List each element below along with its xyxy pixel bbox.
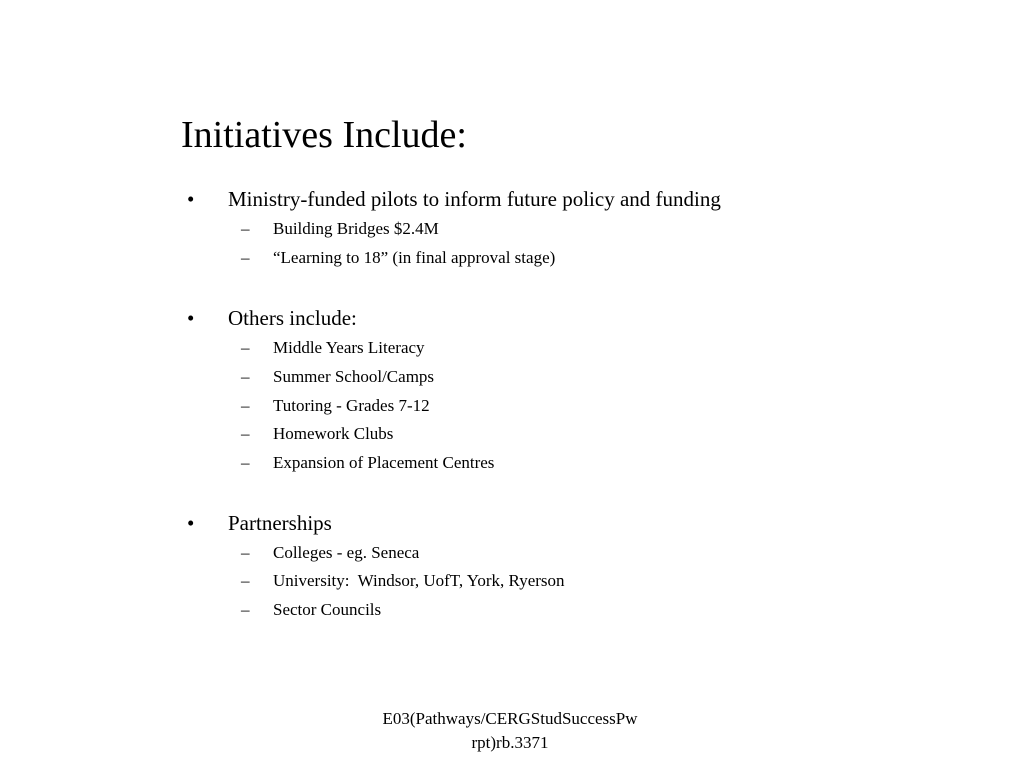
sub-bullet-marker: – <box>241 248 250 267</box>
bullet-item-ministry-pilots: Ministry-funded pilots to inform future policy and funding <box>228 187 721 211</box>
bullet-item-others-include: Others include: <box>228 306 357 330</box>
sub-bullet-marker: – <box>241 338 250 357</box>
sub-bullet-marker: – <box>241 453 250 472</box>
sub-item-university: University: Windsor, UofT, York, Ryerson <box>273 571 565 590</box>
footer-line: rpt)rb.3371 <box>471 733 549 752</box>
slide-title: Initiatives Include: <box>181 114 467 156</box>
sub-bullet-marker: – <box>241 367 250 386</box>
bullet-marker: • <box>187 306 195 330</box>
footer-line: E03(Pathways/CERGStudSuccessPw <box>382 709 638 728</box>
bullet-marker: • <box>187 511 195 535</box>
sub-item-colleges: Colleges - eg. Seneca <box>273 543 420 562</box>
sub-item-tutoring: Tutoring - Grades 7-12 <box>273 396 430 415</box>
sub-bullet-marker: – <box>241 396 250 415</box>
bullet-marker: • <box>187 187 195 211</box>
sub-bullet-marker: – <box>241 543 250 562</box>
sub-item-building-bridges: Building Bridges $2.4M <box>273 219 439 238</box>
sub-item-summer-school: Summer School/Camps <box>273 367 435 386</box>
sub-bullet-marker: – <box>241 219 250 238</box>
sub-bullet-marker: – <box>241 424 250 443</box>
sub-bullet-marker: – <box>241 600 250 619</box>
sub-item-homework-clubs: Homework Clubs <box>273 424 394 443</box>
slide-footer <box>340 707 680 755</box>
bullet-item-partnerships: Partnerships <box>228 511 332 535</box>
sub-item-placement-centres: Expansion of Placement Centres <box>273 453 495 472</box>
sub-item-sector-councils: Sector Councils <box>273 600 382 619</box>
sub-item-learning-to-18: “Learning to 18” (in final approval stage) <box>273 248 556 267</box>
sub-item-middle-years-literacy: Middle Years Literacy <box>273 338 425 357</box>
sub-bullet-marker: – <box>241 571 250 590</box>
